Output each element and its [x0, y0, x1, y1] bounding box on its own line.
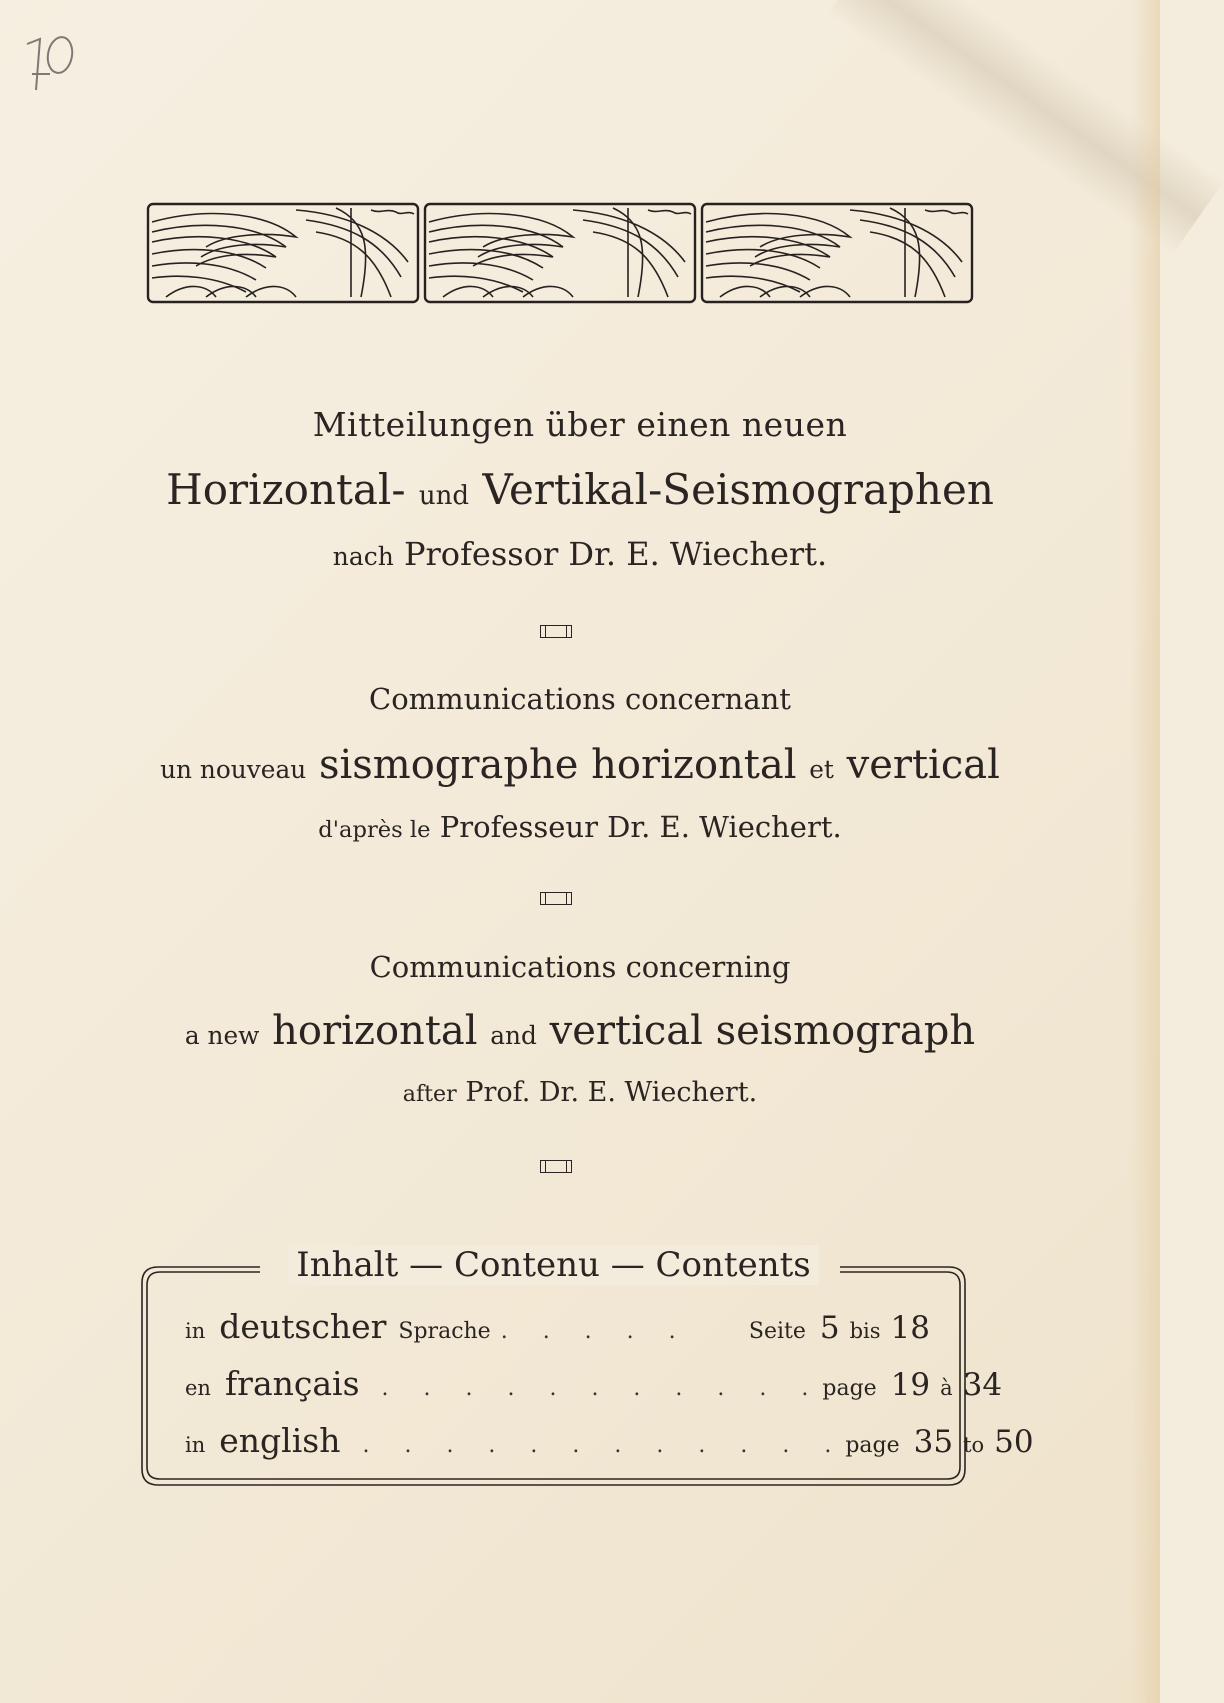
english-word-after: after	[402, 1081, 457, 1107]
separator-ornament	[540, 625, 572, 638]
toc-leader-dots: . . . . .	[500, 1319, 690, 1344]
toc-page-from: 19	[890, 1367, 931, 1403]
toc-page-word: page	[845, 1433, 900, 1458]
toc-page-from: 35	[913, 1424, 954, 1460]
toc-leader-dots: . . . . . . . . . . . .	[362, 1433, 846, 1458]
english-author: Prof. Dr. E. Wiechert.	[465, 1077, 758, 1108]
german-word-nach: nach	[332, 542, 394, 571]
french-heading-line-2	[0, 742, 1160, 788]
french-author: Professeur Dr. E. Wiechert.	[439, 810, 842, 844]
german-word-vertikal: Vertikal-Seismographen	[482, 465, 994, 514]
french-words-dapres: d'après le	[318, 817, 431, 843]
toc-page-to: 18	[890, 1310, 930, 1346]
toc-page-word: Seite	[748, 1319, 806, 1344]
toc-page-to: 34	[962, 1367, 1003, 1403]
french-words-sismographe: sismographe horizontal	[318, 742, 797, 788]
toc-prep: en	[185, 1376, 211, 1400]
toc-prep: in	[185, 1433, 206, 1457]
english-heading-line-3	[0, 1077, 1160, 1108]
french-word-et: et	[809, 755, 834, 784]
german-word-und: und	[418, 481, 470, 511]
toc-page-to: 50	[994, 1424, 1034, 1460]
french-heading-line-3	[0, 810, 1160, 844]
toc-prep: in	[185, 1319, 206, 1343]
toc-row-english	[185, 1421, 1034, 1465]
english-word-and: and	[490, 1021, 537, 1050]
toc-language: français	[224, 1364, 360, 1403]
english-words-vertical-seismograph: vertical seismograph	[549, 1008, 976, 1054]
toc-range-word: à	[940, 1376, 953, 1400]
toc-range-word: to	[963, 1433, 985, 1457]
separator-ornament	[540, 1160, 572, 1173]
toc-row-german	[185, 1307, 930, 1351]
english-heading-line-2	[0, 1008, 1160, 1054]
paper-edge-stain	[1130, 0, 1160, 1703]
german-heading-line-3	[0, 535, 1160, 573]
toc-language-extra: Sprache	[398, 1319, 491, 1344]
french-word-vertical: vertical	[846, 742, 1000, 788]
handwritten-page-number	[22, 30, 82, 100]
toc-page-word: page	[822, 1376, 877, 1401]
english-words-a-new: a new	[184, 1021, 260, 1050]
english-word-horizontal: horizontal	[272, 1008, 478, 1054]
toc-page-from: 5	[819, 1310, 840, 1346]
toc-row-french	[185, 1364, 1003, 1408]
toc-leader-dots: . . . . . . . . . . .	[381, 1376, 823, 1401]
german-author: Professor Dr. E. Wiechert.	[403, 535, 828, 573]
french-heading-line-1: Communications concernant	[369, 682, 791, 716]
french-words-un-nouveau: un nouveau	[160, 755, 307, 784]
toc-range-word: bis	[849, 1319, 881, 1343]
decorative-ornament-band	[146, 202, 974, 304]
english-heading-line-1: Communications concerning	[369, 950, 791, 984]
toc-title: Inhalt — Contenu — Contents	[140, 1245, 967, 1285]
german-heading-line-1: Mitteilungen über einen neuen	[312, 405, 848, 444]
toc-language: english	[219, 1421, 341, 1460]
table-of-contents	[140, 1245, 1034, 1487]
german-heading-line-2	[0, 465, 1160, 514]
german-word-horizontal: Horizontal-	[166, 465, 406, 514]
separator-ornament	[540, 892, 572, 905]
toc-language: deutscher	[219, 1307, 387, 1346]
